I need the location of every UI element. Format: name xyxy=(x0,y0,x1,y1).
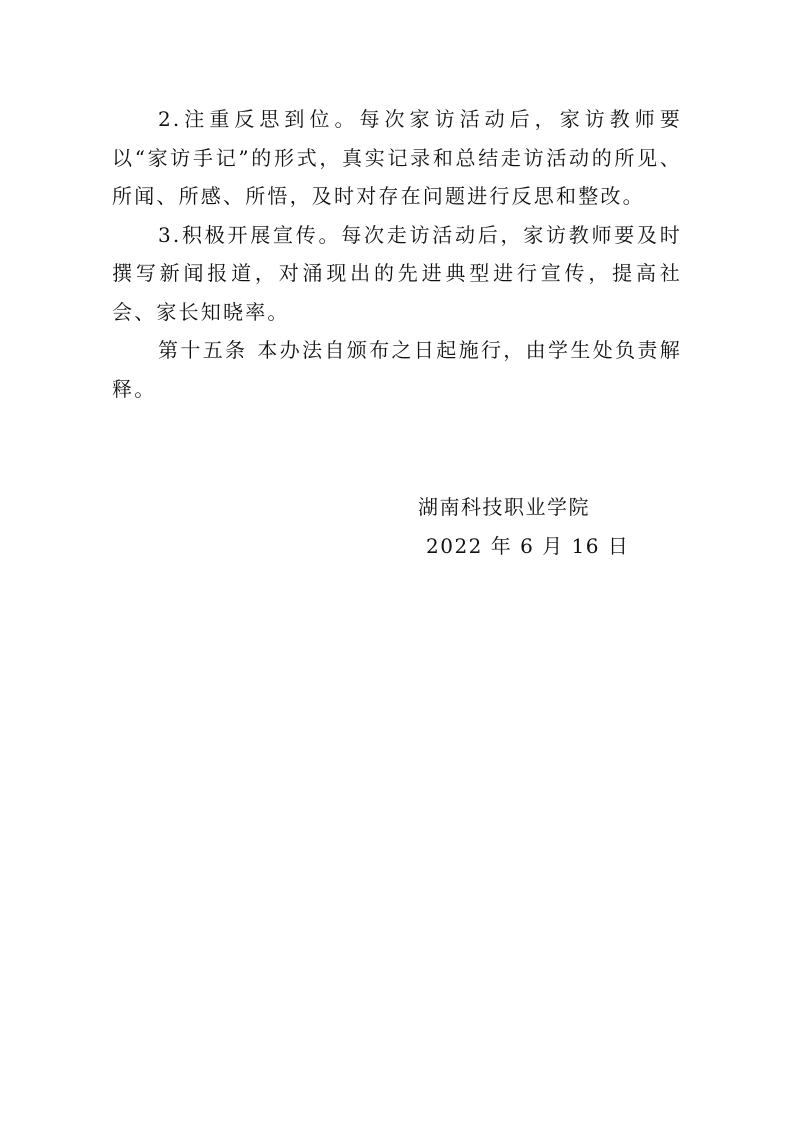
document-body xyxy=(112,100,682,408)
paragraph-reflection: 2.注重反思到位。每次家访活动后，家访教师要以“家访手记”的形式，真实记录和总结走访活动的所见、所闻、所感、所悟，及时对存在问题进行反思和整改。 xyxy=(112,107,682,208)
article-label: 第十五条 xyxy=(158,338,248,362)
article-fifteen xyxy=(112,331,682,408)
article-text: 本办法自颁布之日起施行，由学生处负责解释。 xyxy=(112,338,682,401)
paragraph-publicity: 3.积极开展宣传。每次走访活动后，家访教师要及时撰写新闻报道，对涌现出的先进典型进行宣传，提高社会、家长知晓率。 xyxy=(112,222,682,324)
signature-block xyxy=(418,488,629,565)
signature-organization: 湖南科技职业学院 xyxy=(418,495,590,519)
signature-date: 2022 年 6 月 16 日 xyxy=(426,533,630,558)
